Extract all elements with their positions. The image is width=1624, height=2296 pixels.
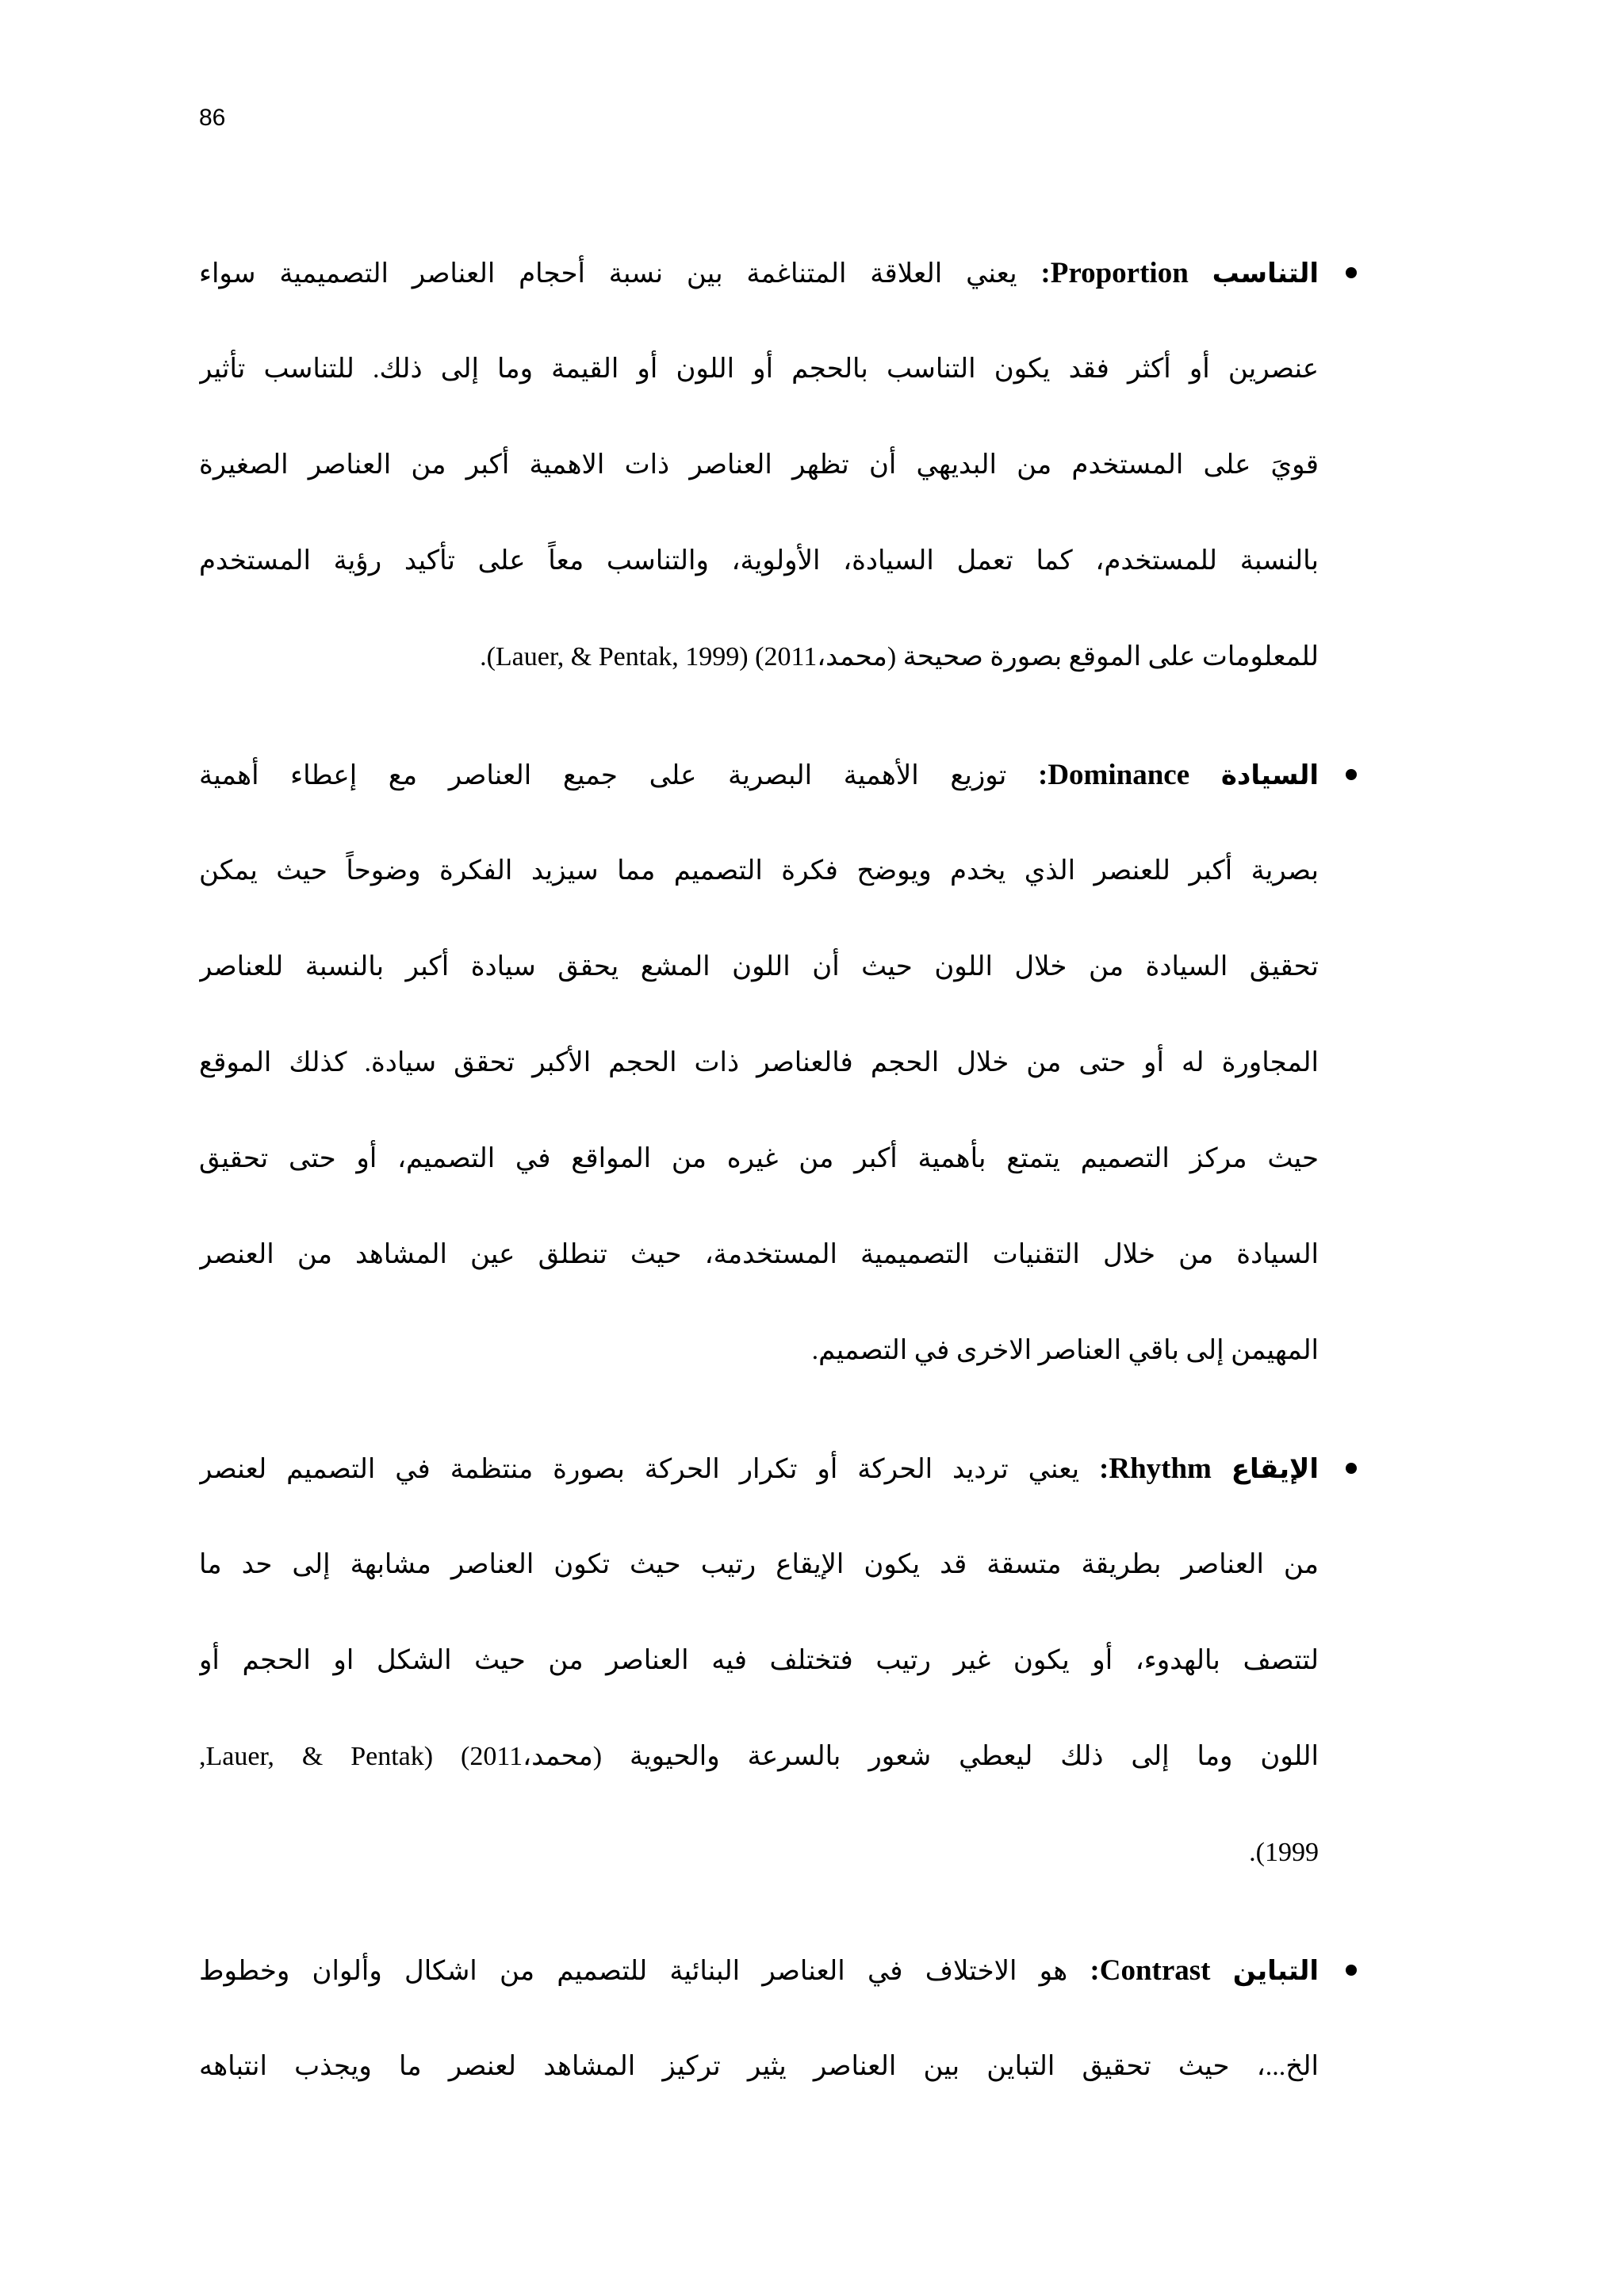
term-english: Rhythm: bbox=[1099, 1452, 1212, 1485]
term-arabic: الإيقاع bbox=[1231, 1453, 1319, 1485]
paragraph-line: من العناصر بطريقة متسقة قد يكون الإيقاع رتيب حيث تكون العناصر مشابهة إلى حد ما bbox=[199, 1550, 1319, 1579]
paragraph-line: المجاورة له أو حتى من خلال الحجم فالعناصر ذات الحجم الأكبر تحقق سيادة. كذلك الموقع bbox=[199, 1048, 1319, 1077]
page-number: 86 bbox=[199, 105, 226, 131]
term-arabic: التباين bbox=[1232, 1955, 1319, 1987]
term-english: Proportion: bbox=[1040, 257, 1189, 289]
line-text: توزيع الأهمية البصرية على جميع العناصر مع إعطاء أهمية bbox=[199, 761, 1007, 790]
paragraph-line: للمعلومات على الموقع بصورة صحيحة (محمد،2011) (Lauer, & Pentak, 1999). bbox=[480, 642, 1319, 672]
bullet-item-proportion bbox=[199, 225, 1319, 705]
paragraph-line: حيث مركز التصميم يتمتع بأهمية أكبر من غيره من المواقع في التصميم، أو حتى تحقيق bbox=[199, 1144, 1319, 1173]
bullet-item-contrast bbox=[199, 1923, 1319, 2114]
paragraph-line: قويَ على المستخدم من البديهي أن تظهر العناصر ذات الاهمية أكبر من العناصر الصغيرة bbox=[199, 450, 1319, 480]
paragraph-line: عنصرين أو أكثر فقد يكون التناسب بالحجم أو اللون أو القيمة وما إلى ذلك. للتناسب تأثير bbox=[199, 354, 1319, 384]
paragraph-line: بصرية أكبر للعنصر الذي يخدم ويوضح فكرة التصميم مما سيزيد الفكرة وضوحاً حيث يمكن bbox=[199, 856, 1319, 886]
line-text: يعني العلاقة المتناغمة بين نسبة أحجام العناصر التصميمية سواء bbox=[199, 259, 1017, 289]
term-english: Dominance: bbox=[1038, 759, 1190, 791]
paragraph-line: الخ...، حيث تحقيق التباين بين العناصر يثير تركيز المشاهد لعنصر ما ويجذب انتباهه bbox=[199, 2052, 1319, 2081]
line-text: هو الاختلاف في العناصر البنائية للتصميم من اشكال وألوان وخطوط bbox=[199, 1957, 1068, 1986]
bullet-icon bbox=[1346, 1965, 1357, 1976]
paragraph-line: السيادة من خلال التقنيات التصميمية المستخدمة، حيث تنطلق عين المشاهد من العنصر bbox=[199, 1240, 1319, 1269]
bullet-item-rhythm bbox=[199, 1421, 1319, 1900]
line-text: يعني ترديد الحركة أو تكرار الحركة بصورة منتظمة في التصميم لعنصر bbox=[199, 1455, 1080, 1484]
term-arabic: السيادة bbox=[1220, 760, 1319, 791]
paragraph-line bbox=[199, 225, 1319, 321]
bullet-icon bbox=[1346, 1463, 1357, 1474]
bullet-icon bbox=[1346, 769, 1357, 780]
paragraph-line: بالنسبة للمستخدم، كما تعمل السيادة، الأولوية، والتناسب معاً على تأكيد رؤية المستخدم bbox=[199, 546, 1319, 576]
term-arabic: التناسب bbox=[1212, 258, 1319, 289]
paragraph-line bbox=[199, 1421, 1319, 1517]
document-body bbox=[199, 225, 1319, 2137]
paragraph-line: تحقيق السيادة من خلال اللون حيث أن اللون المشع يحقق سيادة أكبر بالنسبة للعناصر bbox=[199, 952, 1319, 982]
bullet-icon bbox=[1346, 267, 1357, 278]
bullet-item-dominance bbox=[199, 727, 1319, 1399]
paragraph-line bbox=[199, 727, 1319, 823]
paragraph-line: اللون وما إلى ذلك ليعطي شعور بالسرعة والحيوية (محمد،2011) (Lauer, & Pentak, bbox=[199, 1742, 1319, 1771]
paragraph-line: المهيمن إلى باقي العناصر الاخرى في التصميم. bbox=[811, 1336, 1319, 1365]
paragraph-line: لتتصف بالهدوء، أو يكون غير رتيب فتختلف فيه العناصر من حيث الشكل او الحجم أو bbox=[199, 1646, 1319, 1675]
term-english: Contrast: bbox=[1090, 1954, 1211, 1987]
paragraph-line: 1999). bbox=[1249, 1838, 1319, 1867]
paragraph-line bbox=[199, 1923, 1319, 2019]
